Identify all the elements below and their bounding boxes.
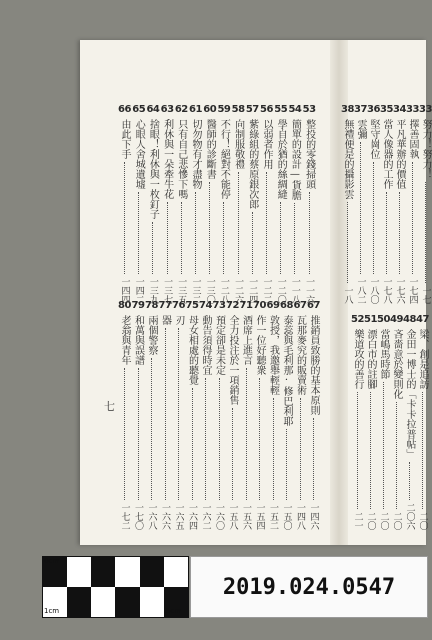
toc-entry-title: 平凡華辦的價值 [394, 119, 405, 189]
toc-entry [119, 300, 130, 530]
toc-entry-number: 67 [307, 300, 320, 311]
toc-entry-number: 66 [118, 104, 131, 115]
toc-entry-number: 33 [419, 104, 432, 115]
toc-entry-number: 80 [118, 300, 131, 311]
toc-entry-title: 老翁與青年 [119, 315, 130, 365]
toc-entry [304, 104, 315, 304]
toc-leader-dots [360, 142, 361, 274]
toc-entry [381, 104, 392, 304]
toc-entry-page: 一六八 [146, 503, 157, 530]
toc-leader-dots [181, 202, 182, 274]
toc-entry [146, 300, 157, 530]
toc-entry-page: 一三二 [190, 277, 201, 304]
toc-leader-dots [246, 368, 247, 500]
toc-leader-dots [178, 328, 179, 500]
toc-entry-number: 36 [367, 104, 380, 115]
toc-entry [200, 300, 211, 530]
toc-entry [254, 300, 265, 530]
toc-entry-number: 55 [274, 104, 288, 115]
toc-entry-page: 一六六 [160, 503, 170, 530]
toc-entry-page: 一七 [420, 286, 431, 304]
toc-entry-number: 64 [146, 104, 160, 115]
toc-entry-number: 50 [377, 314, 390, 325]
toc-entry [295, 300, 306, 530]
toc-leader-dots [266, 172, 267, 274]
toc-entry-number: 75 [185, 300, 199, 311]
toc-leader-dots [313, 418, 314, 500]
toc-leader-dots [219, 378, 220, 500]
toc-entry-number: 63 [160, 104, 174, 115]
toc-entry-number: 67 [293, 300, 307, 311]
toc-entry [407, 104, 418, 304]
toc-entry-page: 一五四 [254, 503, 265, 530]
toc-entry [214, 300, 225, 530]
toc-leader-dots [396, 402, 397, 509]
toc-entry-page: 一五六 [241, 503, 251, 530]
toc-leader-dots [373, 162, 374, 274]
toc-entry-title: 刃 [173, 315, 184, 325]
toc-leader-dots [138, 368, 139, 500]
toc-entry-number: 35 [380, 104, 393, 115]
toc-entry-page: 二〇 [378, 512, 389, 530]
toc-entry [162, 104, 173, 304]
toc-entry-title: 捨眼！利休與一枚釘子 [147, 119, 159, 219]
toc-entry-number: 37 [354, 104, 367, 115]
toc-entry [204, 104, 215, 304]
toc-entry [394, 104, 405, 304]
toc-entry-number: 68 [280, 300, 293, 311]
toc-leader-dots [252, 212, 253, 274]
scale-label-zero: 0cm [44, 557, 60, 565]
toc-entry [190, 104, 201, 304]
toc-leader-dots [357, 392, 358, 509]
toc-leader-dots [259, 378, 260, 500]
toc-entry-page: 一二六 [233, 277, 244, 304]
toc-leader-dots [409, 462, 410, 500]
toc-entry-title: 和萬與誤譜 [132, 315, 144, 365]
toc-entry [227, 300, 238, 530]
toc-entry [289, 104, 300, 304]
toc-entry-title: 整投的零錢掃頭 [303, 119, 315, 189]
toc-entry [233, 104, 244, 304]
toc-entry [275, 104, 286, 304]
toc-entry-number: 58 [231, 104, 245, 115]
toc-entry-title: 紫綠組的蔡原銀次郎 [246, 119, 258, 209]
toc-entry [355, 104, 366, 304]
toc-entry-title: 樂道攻的善行 [352, 329, 363, 389]
toc-leader-dots [167, 202, 168, 274]
toc-entry-number: 61 [189, 104, 202, 115]
toc-entry [420, 104, 431, 304]
toc-leader-dots [152, 222, 153, 274]
toc-entry-page: 一二四 [247, 277, 258, 304]
toc-entry-page: 一五二 [268, 503, 278, 530]
toc-entry-page: 一六五 [173, 503, 184, 530]
toc-leader-dots [232, 408, 233, 500]
toc-entry-title: 心眼人舍城遺墟 [133, 119, 145, 189]
toc-leader-dots [399, 192, 400, 274]
toc-entry [247, 104, 258, 304]
toc-entry [176, 104, 187, 304]
toc-leader-dots [138, 192, 139, 274]
toc-entry-page: 一二〇 [275, 277, 286, 304]
toc-entry-number: 38 [341, 104, 354, 115]
toc-entry [281, 300, 292, 530]
toc-entry-number: 60 [203, 104, 217, 115]
toc-entry-title: 敦授，我邀舉輕輕 [267, 315, 279, 395]
toc-entry-title: 兩個警察 [146, 315, 157, 355]
toc-leader-dots [300, 398, 301, 500]
toc-entry [160, 300, 171, 530]
toc-leader-dots [209, 182, 210, 274]
toc-entry-title: 推銷員致勝的基本原則 [308, 315, 319, 415]
toc-entry-number: 56 [260, 104, 273, 115]
toc-entry-number: 73 [212, 300, 226, 311]
toc-entry [342, 104, 353, 304]
toc-entry-title: 切勿物有才盡物 [190, 119, 201, 189]
toc-entry-page: 一六二 [200, 503, 211, 530]
toc-entry-title: 瓦那麥究的販賣術 [294, 315, 306, 395]
toc-entry [147, 104, 158, 304]
toc-entry-number: 76 [172, 300, 185, 311]
toc-leader-dots [273, 398, 274, 500]
toc-entry-page: 二〇 [391, 512, 402, 530]
toc-leader-dots [124, 368, 125, 500]
toc-entry-title: 不行！絕對不能停 [218, 119, 230, 199]
toc-entry [173, 300, 184, 530]
toc-entry-title: 利休與一朵牽牛花 [161, 119, 173, 199]
toc-entry-page: 一四六 [308, 503, 319, 530]
scale-label-5cm: 5cm [166, 607, 182, 615]
toc-entry-page: 一一六 [304, 277, 315, 304]
toc-entry-title: 醫師的診斷書 [204, 119, 216, 179]
toc-entry-page: 一七〇 [133, 503, 143, 530]
toc-leader-dots [370, 392, 371, 509]
accession-number: 2019.024.0547 [190, 556, 428, 618]
toc-entry-title: 向制服敬禮 [232, 119, 244, 169]
toc-entry-page: 一三五 [176, 277, 187, 304]
toc-entry-number: 52 [351, 314, 364, 325]
toc-entry-number: 71 [239, 300, 253, 311]
toc-leader-dots [238, 172, 239, 274]
toc-entry-page: 一三九 [147, 277, 158, 304]
toc-leader-dots [347, 202, 348, 283]
toc-entry-title: 作一位好聽衆 [254, 315, 265, 375]
toc-entry-page: 一八 [342, 286, 353, 304]
toc-entry-title: 當人像器的工作 [381, 119, 392, 189]
toc-entry [218, 104, 229, 304]
toc-entry-number: 54 [288, 104, 302, 115]
toc-entry-page: 二〇六 [404, 503, 415, 530]
toc-entry-number: 34 [393, 104, 406, 115]
toc-entry [417, 314, 428, 530]
toc-entry [368, 104, 379, 304]
toc-entry-page: 一四八 [295, 503, 305, 530]
toc-entry-title: 酒席上進言 [240, 315, 252, 365]
toc-entry-number: 72 [226, 300, 239, 311]
toc-entry-number: 77 [158, 300, 172, 311]
toc-leader-dots [309, 192, 310, 274]
toc-entry-title: 簡單的設計—貨膽 [289, 119, 301, 200]
toc-entry-title: 器 [159, 315, 171, 325]
toc-entry [378, 314, 389, 530]
toc-entry-number: 70 [253, 300, 266, 311]
toc-entry-number: 62 [174, 104, 188, 115]
toc-leader-dots [412, 162, 413, 274]
toc-leader-dots [425, 182, 426, 283]
toc-entry [187, 300, 198, 530]
toc-entry-title: 由此下手 [119, 119, 130, 159]
toc-entry-title: 只有自己悲慘下嗎 [175, 119, 187, 199]
toc-entry-page: 一五八 [227, 503, 238, 530]
toc-entry-title: 動告須得時宜 [200, 315, 211, 375]
toc-entry [308, 300, 319, 530]
toc-entry-page: 一二八 [218, 277, 229, 304]
toc-entry-page: 一八二 [355, 277, 366, 304]
toc-entry-title: 梁、創是追訪 [417, 329, 428, 389]
toc-entry [261, 104, 272, 304]
toc-entry [268, 300, 279, 530]
toc-leader-dots [280, 202, 281, 274]
toc-entry-page: 一七八 [381, 277, 392, 304]
toc-entry-page: 一一八 [289, 277, 300, 304]
toc-entry-title: 學自於猶的絲綢縫 [275, 119, 287, 199]
toc-entry-number: 53 [302, 104, 316, 115]
toc-entry-page: 一三七 [162, 277, 173, 304]
toc-entry-title: 堅守崗位 [368, 119, 379, 159]
toc-entry-title: 預定卻是未定 [213, 315, 225, 375]
toc-entry-number: 48 [403, 314, 416, 325]
toc-entry-page: 一四二 [133, 277, 144, 304]
toc-entry-number: 51 [364, 314, 377, 325]
toc-entry-number: 79 [131, 300, 145, 311]
toc-entry-number: 47 [416, 314, 429, 325]
toc-entry-page: 二一 [352, 512, 363, 530]
toc-entry-page: 二〇 [365, 512, 376, 530]
toc-leader-dots [386, 192, 387, 274]
toc-entry-number: 78 [145, 300, 158, 311]
toc-entry-number: 59 [217, 104, 231, 115]
toc-entry-page: 一七二 [119, 503, 130, 530]
toc-leader-dots [294, 203, 295, 274]
toc-entry-title: 以弱者作用 [261, 119, 272, 169]
toc-entry [352, 314, 363, 530]
toc-leader-dots [165, 328, 166, 500]
toc-leader-dots [205, 378, 206, 500]
toc-entry-page: 一七六 [394, 277, 405, 304]
toc-entry-number: 74 [199, 300, 212, 311]
toc-leader-dots [223, 202, 224, 274]
toc-entry [404, 314, 415, 530]
toc-entry [133, 104, 144, 304]
toc-entry-title: 吝嗇意於變則化 [391, 329, 402, 399]
toc-entry-page: 一五〇 [281, 503, 292, 530]
toc-entry-page: 一六四 [187, 503, 197, 530]
toc-entry-page: 一六〇 [214, 503, 224, 530]
toc-entry-page: 一七四 [407, 277, 418, 304]
toc-entry-title: 漂白市的註腳 [365, 329, 376, 389]
toc-entry-page: 一八〇 [368, 277, 379, 304]
toc-entry-title: 泰蕊與毛利那·修巴利耶 [281, 315, 292, 426]
toc-entry-title: 母女相處的聽覺 [186, 315, 198, 385]
toc-leader-dots [151, 358, 152, 500]
toc-entry [133, 300, 144, 530]
toc-entry-number: 49 [390, 314, 403, 325]
toc-entry-page: 一四四 [119, 277, 130, 304]
toc-entry-number: 65 [132, 104, 146, 115]
scale-label-1cm: 1cm [44, 607, 60, 615]
toc-entry-page: 一二二 [261, 277, 272, 304]
toc-entry-title: 當嶋馬時節 [378, 329, 389, 379]
toc-entry [391, 314, 402, 530]
toc-leader-dots [422, 392, 423, 509]
toc-entry [241, 300, 252, 530]
toc-leader-dots [195, 192, 196, 274]
toc-entry-number: 69 [266, 300, 280, 311]
toc-entry [365, 314, 376, 530]
toc-leader-dots [124, 162, 125, 274]
toc-entry-title: 全力投注於一項銷售 [227, 315, 238, 405]
toc-entry-title: 無禮便是的攝影雲 [342, 119, 353, 199]
page-folio: 七 [104, 400, 115, 413]
toc-entry-number: 57 [245, 104, 259, 115]
toc-entry-page: 二〇 [417, 512, 428, 530]
toc-leader-dots [383, 382, 384, 509]
toc-entry-number: 33 [406, 104, 419, 115]
toc-leader-dots [286, 429, 287, 500]
toc-entry [119, 104, 130, 304]
toc-entry-title: 擇善固執 [407, 119, 418, 159]
toc-entry-title: 雲彌 [355, 119, 366, 139]
toc-entry-title: 努力！努力！ [420, 119, 431, 179]
toc-leader-dots [192, 388, 193, 500]
toc-entry-page: 一三〇 [204, 277, 215, 304]
toc-entry-title: 金田一博士的「卡卡拉普帖」 [404, 329, 415, 459]
